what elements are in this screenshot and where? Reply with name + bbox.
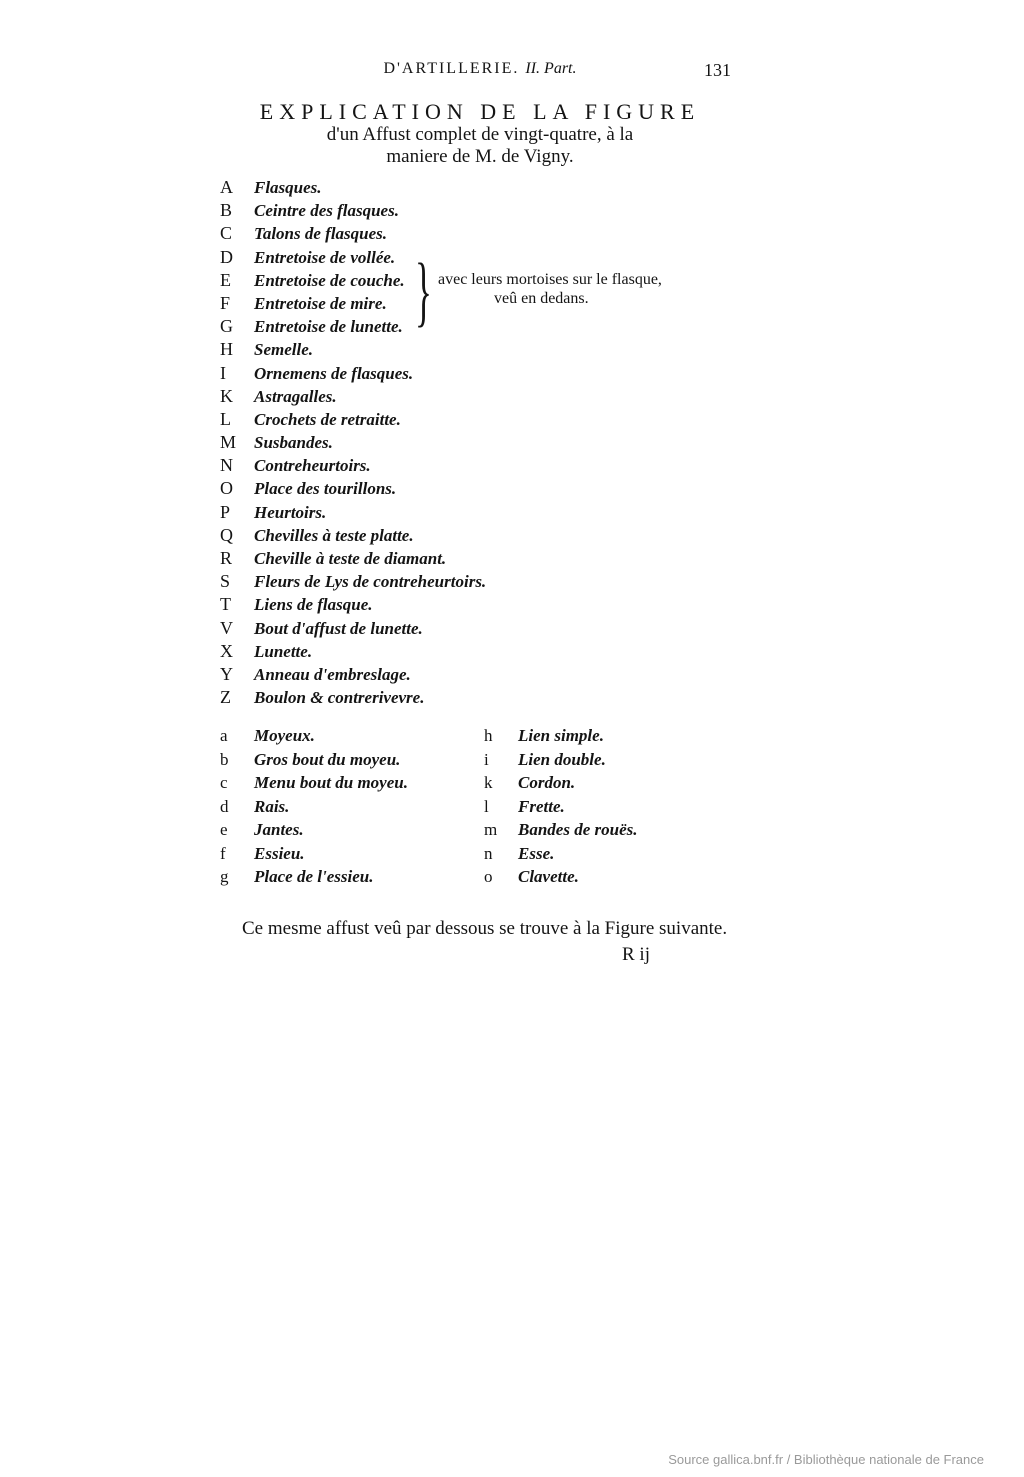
legend-text: Bandes de rouës.: [518, 820, 638, 839]
legend-key: Q: [220, 524, 233, 545]
legend-item: [220, 524, 486, 547]
page-title: EXPLICATION DE LA FIGURE: [259, 99, 701, 124]
legend-text: Place de l'essieu.: [254, 867, 374, 886]
legend-key: n: [484, 843, 493, 863]
legend-item: [220, 686, 486, 709]
legend-text: Essieu.: [254, 843, 305, 863]
legend-text: Place des tourillons.: [254, 479, 397, 499]
legend-text: Lunette.: [254, 641, 313, 661]
legend-text: Ceintre des flasques.: [254, 201, 399, 221]
legend-key: O: [220, 478, 233, 499]
legend-item: [484, 842, 637, 866]
legend-key: b: [220, 749, 229, 769]
legend-key: G: [220, 316, 233, 337]
legend-key: B: [220, 200, 233, 221]
legend-key: Y: [220, 663, 233, 684]
closing-paragraph: Ce mesme affust veû par dessous se trouve à la Figure suivante.: [242, 918, 728, 939]
legend-text: Moyeux.: [254, 726, 315, 745]
legend-text: Anneau d'embreslage.: [254, 664, 411, 684]
legend-text: Menu bout du moyeu.: [254, 773, 408, 792]
legend-text: Fleurs de Lys de contreheurtoirs.: [254, 572, 487, 592]
legend-item: [220, 865, 408, 889]
running-head-part: II. Part.: [525, 60, 577, 77]
legend-text: Esse.: [518, 843, 555, 863]
legend-key: K: [220, 385, 233, 406]
legend-key: k: [484, 773, 493, 792]
legend-item: [220, 362, 486, 385]
legend-item: [220, 292, 486, 315]
legend-key: P: [220, 501, 231, 522]
legend-item: [484, 818, 637, 842]
legend-item: [220, 818, 408, 842]
legend-key: D: [220, 246, 233, 267]
legend-lower-left: [220, 724, 408, 889]
legend-text: Lien simple.: [518, 726, 604, 745]
legend-item: [220, 771, 408, 795]
legend-text: Entretoise de mire.: [254, 293, 387, 313]
legend-item: [220, 246, 486, 269]
legend-key: I: [220, 362, 226, 383]
legend-text: Rais.: [254, 796, 290, 816]
legend-item: [220, 593, 486, 616]
legend-key: d: [220, 796, 229, 816]
legend-item: [484, 865, 637, 889]
legend-item: [220, 640, 486, 663]
legend-text: Ornemens de flasques.: [254, 363, 414, 383]
legend-item: [220, 431, 486, 454]
legend-key: o: [484, 867, 493, 886]
legend-item: [220, 477, 486, 500]
legend-key: V: [220, 617, 233, 638]
legend-key: R: [220, 548, 233, 568]
legend-text: Talons de flasques.: [254, 224, 388, 244]
legend-text: Susbandes.: [254, 433, 333, 453]
running-head-text: D'ARTILLERIE.: [383, 60, 520, 77]
page-number: 131: [704, 60, 731, 80]
legend-key: e: [220, 820, 228, 839]
legend-item: [484, 771, 637, 795]
legend-text: Lien double.: [518, 749, 606, 769]
legend-item: [220, 501, 486, 524]
legend-lower-right: [484, 724, 637, 889]
legend-text: Bout d'affust de lunette.: [254, 618, 423, 638]
signature-mark: R ij: [622, 944, 650, 965]
legend-text: Gros bout du moyeu.: [254, 749, 401, 769]
legend-key: N: [220, 455, 233, 476]
legend-text: Astragalles.: [254, 386, 337, 406]
legend-key: A: [220, 177, 233, 197]
legend-item: [220, 663, 486, 686]
legend-item: [484, 795, 637, 819]
brace-icon: }: [415, 247, 432, 334]
legend-key: g: [220, 867, 229, 886]
legend-key: L: [220, 408, 231, 429]
legend-key: C: [220, 223, 233, 244]
legend-key: T: [220, 594, 231, 615]
legend-text: Clavette.: [518, 867, 579, 886]
legend-text: Chevilles à teste platte.: [254, 525, 414, 545]
source-credit: Source gallica.bnf.fr / Bibliothèque nationale de France: [668, 1452, 984, 1467]
legend-text: Semelle.: [254, 340, 314, 360]
legend-text: Boulon & contrerivevre.: [254, 688, 425, 708]
legend-item: [220, 617, 486, 640]
legend-key: c: [220, 773, 228, 792]
legend-item: [220, 199, 486, 222]
running-head: [330, 60, 630, 78]
legend-text: Entretoise de vollée.: [254, 247, 396, 267]
legend-text: Cordon.: [518, 773, 576, 792]
legend-key: a: [220, 726, 228, 745]
legend-text: Liens de flasque.: [254, 595, 373, 615]
legend-key: l: [484, 796, 489, 816]
legend-key: M: [220, 432, 237, 453]
legend-key: i: [484, 749, 489, 769]
legend-item: [220, 176, 486, 199]
legend-key: f: [220, 843, 226, 863]
legend-item: [220, 748, 408, 772]
legend-text: Flasques.: [254, 178, 322, 197]
legend-text: Jantes.: [254, 820, 304, 839]
subtitle-line-1: d'un Affust complet de vingt-quatre, à la: [326, 124, 634, 145]
legend-item: [484, 724, 637, 748]
legend-item: [220, 385, 486, 408]
legend-item: [220, 315, 486, 338]
legend-text: Cheville à teste de diamant.: [254, 549, 447, 568]
legend-key: E: [220, 269, 231, 290]
legend-item: [220, 724, 408, 748]
legend-key: Z: [220, 687, 231, 708]
brace-note-line-2: veû en dedans.: [494, 290, 589, 307]
legend-key: F: [220, 292, 231, 313]
legend-item: [220, 408, 486, 431]
legend-text: Heurtoirs.: [254, 502, 327, 522]
legend-item: [220, 338, 486, 361]
legend-text: Entretoise de couche.: [254, 270, 405, 290]
legend-item: [484, 748, 637, 772]
legend-text: Frette.: [518, 796, 565, 816]
legend-key: h: [484, 726, 493, 745]
subtitle-line-2: maniere de M. de Vigny.: [386, 146, 574, 167]
legend-key: m: [484, 820, 498, 839]
legend-text: Crochets de retraitte.: [254, 409, 401, 429]
legend-key: X: [220, 640, 233, 661]
legend-text: Contreheurtoirs.: [254, 456, 371, 476]
legend-item: [220, 547, 486, 570]
legend-text: Entretoise de lunette.: [254, 317, 403, 337]
legend-item: [220, 795, 408, 819]
legend-item: [220, 454, 486, 477]
legend-item: [220, 222, 486, 245]
legend-item: [220, 570, 486, 593]
legend-key: H: [220, 339, 233, 360]
legend-key: S: [220, 571, 231, 592]
brace-note-line-1: avec leurs mortoises sur le flasque,: [438, 271, 662, 288]
legend-upper: [220, 176, 486, 709]
legend-item: [220, 842, 408, 866]
